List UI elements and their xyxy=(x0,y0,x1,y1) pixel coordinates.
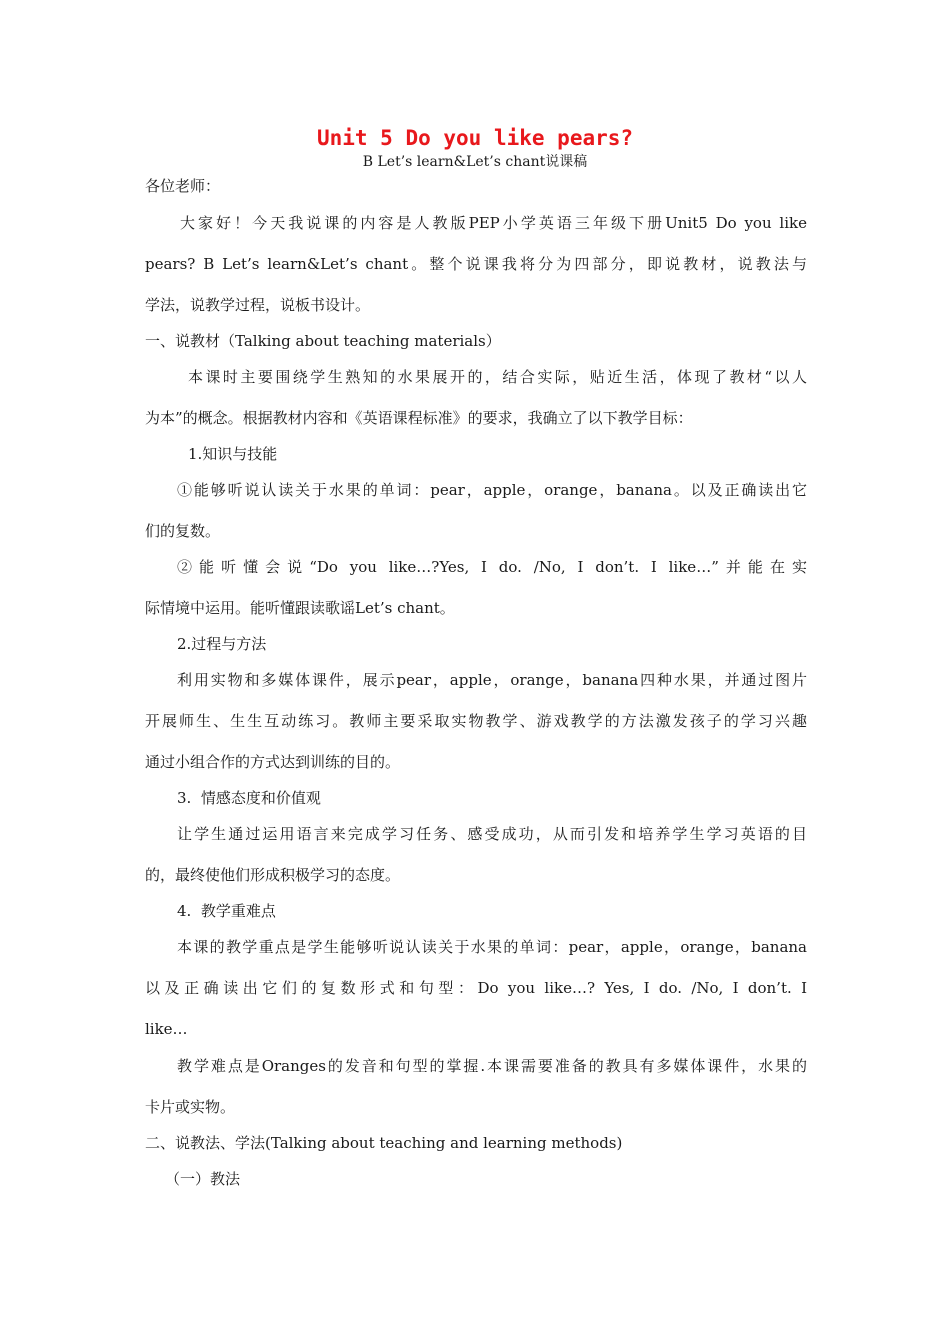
intro-line-1: 大家好！今天我说课的内容是人教版PEP小学英语三年级下册Unit5 Do you like xyxy=(180,214,807,232)
section1-heading: 一、说教材（Talking about teaching materials） xyxy=(145,332,501,350)
section1-intro-line-1: 本课时主要围绕学生熟知的水果展开的，结合实际，贴近生活，体现了教材“以人 xyxy=(188,368,807,386)
goal4-body-line-1: 本课的教学重点是学生能够听说认读关于水果的单词：pear，apple，orange，banana xyxy=(177,938,807,956)
greeting: 各位老师： xyxy=(145,177,221,195)
goal3-body-line-1: 让学生通过运用语言来完成学习任务、感受成功，从而引发和培养学生学习英语的目 xyxy=(177,825,807,843)
goal4-heading: 4. 教学重难点 xyxy=(177,902,276,920)
goal1-item1-line-1: ①能够听说认读关于水果的单词：pear，apple，orange，banana。以及正确读出它 xyxy=(177,481,807,499)
intro-line-2: pears? B Let’s learn&Let’s chant。整个说课我将分为四部分，即说教材，说教法与 xyxy=(145,255,807,273)
goal1-item2-line-2: 际情境中运用。能听懂跟读歌谣Let’s chant。 xyxy=(145,599,455,617)
goal1-item1-line-2: 们的复数。 xyxy=(145,522,221,540)
doc-title: Unit 5 Do you like pears? xyxy=(316,126,634,150)
intro-line-3: 学法，说教学过程，说板书设计。 xyxy=(145,296,371,314)
goal2-body-line-1: 利用实物和多媒体课件，展示pear，apple，orange，banana四种水果，并通过图片 xyxy=(177,671,807,689)
goal2-body-line-2: 开展师生、生生互动练习。教师主要采取实物教学、游戏教学的方法激发孩子的学习兴趣 xyxy=(145,712,807,730)
goal4-body2-line-2: 卡片或实物。 xyxy=(145,1098,236,1116)
goal1-item2-line-1: ②能听懂会说“Do you like…?Yes, I do. /No, I don’t. I like…”并能在实 xyxy=(177,558,807,576)
section1-intro-line-2: 为本”的概念。根据教材内容和《英语课程标准》的要求，我确立了以下教学目标： xyxy=(145,409,693,427)
section2-heading: 二、说教法、学法(Talking about teaching and learning methods) xyxy=(145,1134,623,1152)
goal4-body-line-2: 以及正确读出它们的复数形式和句型：Do you like…? Yes, I do. /No, I don’t. I xyxy=(145,979,807,997)
goal4-body-line-3: like… xyxy=(145,1020,188,1038)
goal2-heading: 2.过程与方法 xyxy=(177,635,267,653)
goal2-body-line-3: 通过小组合作的方式达到训练的目的。 xyxy=(145,753,401,771)
section2-sub-heading: （一）教法 xyxy=(165,1170,241,1188)
goal1-heading: 1.知识与技能 xyxy=(188,445,278,463)
goal4-body2-line-1: 教学难点是Oranges的发音和句型的掌握.本课需要准备的教具有多媒体课件，水果的 xyxy=(177,1057,807,1075)
goal3-body-line-2: 的，最终使他们形成积极学习的态度。 xyxy=(145,866,401,884)
doc-subtitle: B Let’s learn&Let’s chant说课稿 xyxy=(362,154,588,170)
goal3-heading: 3. 情感态度和价值观 xyxy=(177,789,321,807)
